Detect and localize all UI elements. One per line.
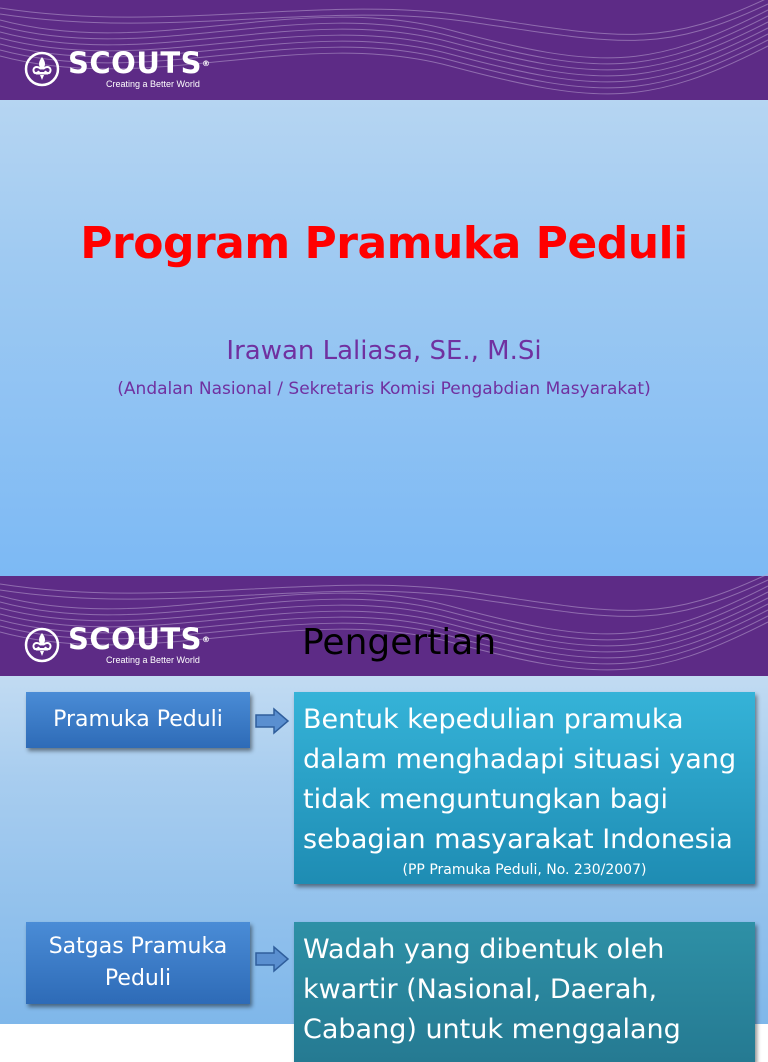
fleur-de-lis-icon <box>24 51 60 87</box>
presenter-role: (Andalan Nasional / Sekretaris Komisi Pengabdian Masyarakat) <box>117 379 651 399</box>
slide-title: Program Pramuka Peduli <box>80 218 688 269</box>
scouts-banner <box>0 576 768 676</box>
registered-mark: ® <box>202 635 211 644</box>
brand-name: SCOUTS <box>68 622 203 656</box>
definition-text: Wadah yang dibentuk oleh kwartir (Nasional, Daerah, Cabang) untuk menggalang <box>303 934 681 1045</box>
definition-slide <box>0 576 768 1045</box>
term-box-pramuka-peduli <box>26 692 250 748</box>
definition-box-pramuka-peduli <box>294 692 755 884</box>
term-box-satgas-pramuka-peduli <box>26 922 250 1004</box>
slide-heading: Pengertian <box>302 622 497 663</box>
scouts-logo <box>24 622 211 668</box>
right-arrow-icon <box>254 946 290 972</box>
registered-mark: ® <box>202 59 211 68</box>
scouts-banner <box>0 0 768 100</box>
fleur-de-lis-icon <box>24 627 60 663</box>
term-label: Pramuka Peduli <box>53 707 223 732</box>
definition-source: (PP Pramuka Peduli, No. 230/2007) <box>402 862 647 878</box>
term-label: Satgas Pramuka Peduli <box>48 934 228 991</box>
definition-box-satgas-pramuka-peduli <box>294 922 755 1062</box>
brand-tagline: Creating a Better World <box>106 655 200 665</box>
presenter-name: Irawan Laliasa, SE., M.Si <box>226 336 542 366</box>
right-arrow-icon <box>254 708 290 734</box>
brand-name: SCOUTS <box>68 46 203 80</box>
definition-text: Bentuk kepedulian pramuka dalam menghadapi situasi yang tidak menguntungkan bagi sebagian masyarakat Indonesia <box>303 704 737 855</box>
brand-tagline: Creating a Better World <box>106 79 200 89</box>
scouts-logo <box>24 46 211 92</box>
